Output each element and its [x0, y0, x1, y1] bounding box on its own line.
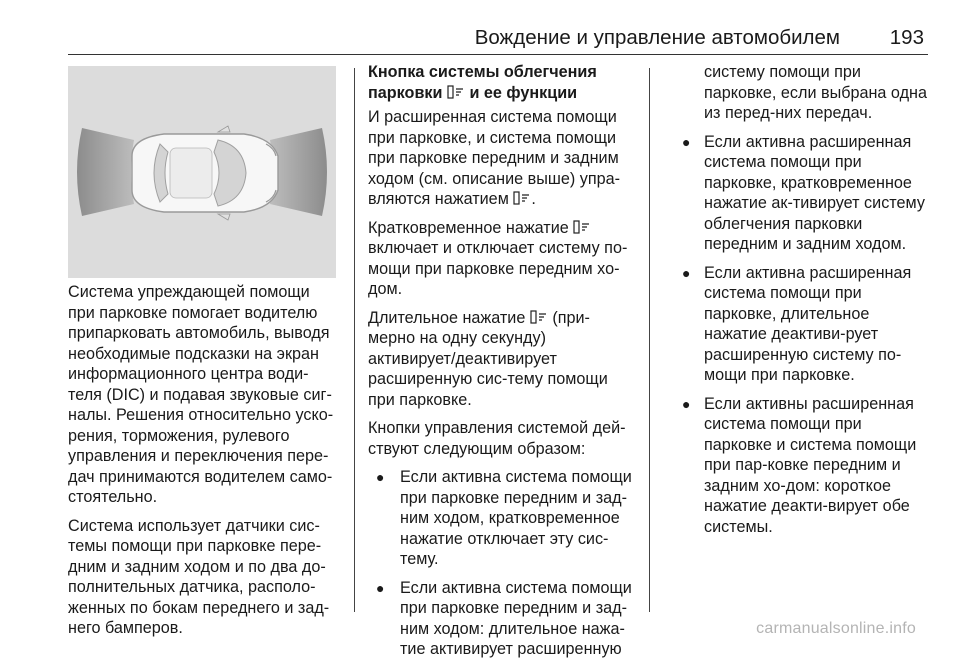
list-item	[678, 263, 934, 386]
column-1	[68, 282, 340, 647]
text-run: включает и отключает систему по-мощи при парковке передним хо-дом.	[368, 239, 628, 298]
column-divider	[649, 68, 650, 612]
page-number: 193	[889, 26, 924, 49]
page-header	[0, 0, 960, 64]
heading-text: Кнопка системы облегчения парковки	[368, 63, 597, 102]
list-item	[678, 394, 934, 538]
left-sensor-zone	[77, 128, 134, 216]
text-run: Кратковременное нажатие	[368, 218, 569, 237]
paragraph: Система упреждающей помощи при парковке помогает водителю припарковать автомобиль, выводя необходимые подсказки на экран информационного центра води-теля (DIC) и подавая звуковые сиг-налы. Решения относительно уско-рения, торможения, рулевого управления и переключения пере-дач принимаются водителем само-стоятельно.	[68, 283, 334, 506]
list-item	[678, 132, 934, 255]
parking-assist-icon	[447, 85, 465, 99]
bullet-icon: ●	[376, 579, 385, 596]
parking-assist-icon	[530, 310, 548, 324]
car-top-view	[132, 126, 278, 220]
paragraph: Кнопки управления системой дей-ствуют следующим образом:	[368, 419, 626, 458]
text-run: Длительное нажатие	[368, 308, 526, 327]
paragraph: систему помощи при парковке, если выбрана одна из перед-них передач.	[704, 63, 927, 122]
watermark: carmanualsonline.info	[756, 620, 916, 637]
paragraph	[368, 308, 636, 411]
parking-assist-icon	[573, 220, 591, 234]
text-run: .	[531, 190, 536, 208]
section-heading	[368, 62, 636, 103]
list-item-text: Если активна расширенная система помощи при парковке, кратковременное нажатие ак-тивирует систему облегчения парковки передним и задним ходом.	[704, 132, 925, 253]
column-divider	[354, 68, 355, 612]
column-2	[368, 62, 636, 668]
car-sensor-illustration	[68, 66, 336, 278]
bullet-list	[678, 132, 934, 538]
car-sensor-svg	[68, 66, 336, 278]
bullet-icon: ●	[682, 395, 691, 412]
paragraph	[368, 107, 636, 210]
list-item-text: Если активны расширенная система помощи при парковке и система помощи при пар-ковке передним и задним хо-дом: короткое нажатие деакти-вирует обе системы.	[704, 394, 917, 536]
bullet-list	[368, 467, 636, 660]
header-rule	[68, 54, 928, 55]
list-item-text: Если активна расширенная система помощи при парковке, длительное нажатие деактиви-рует расширенную систему по-мощи при парковке.	[704, 263, 912, 384]
column-3	[678, 62, 934, 545]
bullet-icon: ●	[376, 469, 385, 485]
header-title: Вождение и управление автомобилем	[474, 26, 840, 49]
text-run: (при-мерно на одну секунду) активирует/деактивирует расширенную сис-тему помощи при парковке.	[368, 308, 608, 409]
list-item	[368, 578, 636, 660]
list-item	[368, 467, 636, 570]
paragraph	[368, 218, 636, 300]
bullet-icon: ●	[682, 264, 691, 281]
paragraph: Система использует датчики сис-темы помощи при парковке пере-дним и задним ходом и по два до-полнительных датчика, располо-женных по бокам переднего и зад-него бамперов.	[68, 516, 330, 637]
list-item-text: Если активна система помощи при парковке передним и зад-ним ходом, кратковременное нажатие отключает эту сис-тему.	[400, 468, 632, 568]
bullet-icon: ●	[682, 133, 691, 150]
parking-assist-icon	[513, 191, 531, 205]
list-item-text: Если активна система помощи при парковке передним и зад-ним ходом: длительное нажа-тие активирует расширенную	[400, 578, 632, 658]
heading-text: и ее функции	[469, 83, 578, 102]
text-run: И расширенная система помощи при парковке, и система помощи при парковке передним и задним ходом (см. описание выше) упра-вляются нажатием	[368, 108, 620, 208]
